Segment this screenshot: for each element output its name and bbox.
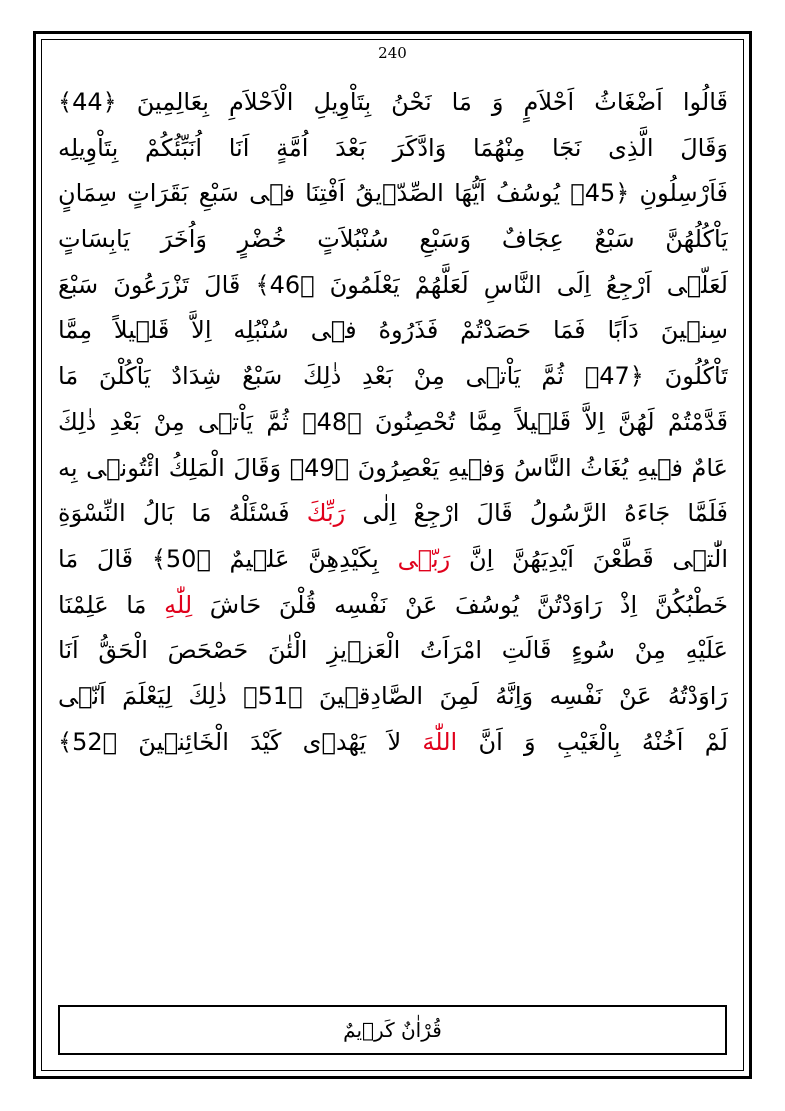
text-line: رَاوَدْتُهُ عَنْ نَفْسِه وَاِنَّهُ لَمِنَ الصَّادِقٖينَ ﴿51﴾ ذٰلِكَ لِيَعْلَمَ اَنّٖى (58, 681, 728, 710)
text-line: لَمْ اَخُنْهُ بِالْغَيْبِ وَ اَنَّ اللّٰهَ لاَ يَهْدٖى كَيْدَ الْخَائِنٖينَ ﴿52﴾ (58, 727, 728, 756)
divine-name: اللّٰهَ (422, 727, 458, 756)
text-line: فَاَرْسِلُونِ ﴿45﴾ يُوسُفُ اَيُّهَا الصِّدّٖيقُ اَفْتِنَا فٖى سَبْعِ بَقَرَاتٍ سِمَانٍ (58, 179, 728, 208)
text-line: يَاْكُلُهُنَّ سَبْعٌ عِجَافٌ وَسَبْعِ سُنْبُلاَتٍ خُضْرٍ وَاُخَرَ يَابِسَاتٍ (58, 225, 728, 254)
text-line: قَالُوا اَضْغَاثُ اَحْلاَمٍ وَ مَا نَحْنُ بِتَاْوِيلِ الْاَحْلاَمِ بِعَالِمِينَ ﴿44﴾ (58, 88, 728, 116)
text-line: قَدَّمْتُمْ لَهُنَّ اِلاَّ قَلٖيلاً مِمَّا تُحْصِنُونَ ﴿48﴾ ثُمَّ يَاْتٖى مِنْ بَعْدِ ذٰلِكَ (58, 407, 728, 436)
footer-title: قُرْاٰنٌ كَرٖيمٌ (343, 1018, 442, 1042)
text-line: الّٰتٖى قَطَّعْنَ اَيْدِيَهُنَّ اِنَّ رَبّٖى بِكَيْدِهِنَّ عَلٖيمٌ ﴿50﴾ قَالَ مَا (58, 544, 728, 573)
text-line: سِنٖينَ دَاَبًا فَمَا حَصَدْتُمْ فَذَرُوهُ فٖى سُنْبُلِه اِلاَّ قَلٖيلاً مِمَّا (58, 316, 728, 345)
text-line: لَعَلّٖى اَرْجِعُ اِلَى النَّاسِ لَعَلَّهُمْ يَعْلَمُونَ ﴿46﴾ قَالَ تَزْرَعُونَ سَبْعَ (58, 270, 728, 299)
text-line: عَلَيْهِ مِنْ سُوءٍ قَالَتِ امْرَاَتُ الْعَزٖيزِ الْئٰنَ حَصْحَصَ الْحَقُّ اَنَا (58, 636, 728, 665)
text-line: تَاْكُلُونَ ﴿47﴾ ثُمَّ يَاْتٖى مِنْ بَعْدِ ذٰلِكَ سَبْعٌ شِدَادٌ يَاْكُلْنَ مَا (58, 362, 728, 391)
divine-name: رَبِّكَ (306, 499, 346, 528)
divine-name: لِلّٰهِ (164, 590, 193, 619)
text-line: عَامٌ فٖيهِ يُغَاثُ النَّاسُ وَفٖيهِ يَعْصِرُونَ ﴿49﴾ وَقَالَ الْمَلِكُ ائْتُونٖى بِه (58, 453, 728, 482)
text-line: فَلَمَّا جَاءَهُ الرَّسُولُ قَالَ ارْجِعْ اِلٰى رَبِّكَ فَسْئَلْهُ مَا بَالُ النِّسْوَةِ (58, 499, 728, 528)
page-number: 240 (378, 44, 407, 62)
footer-box (58, 1005, 727, 1055)
divine-name: رَبّٖى (397, 544, 451, 573)
quran-text-block (58, 80, 728, 765)
text-line: خَطْبُكُنَّ اِذْ رَاوَدْتُنَّ يُوسُفَ عَنْ نَفْسِه قُلْنَ حَاشَ لِلّٰهِ مَا عَلِمْنَا (58, 590, 728, 619)
text-line: وَقَالَ الَّذِى نَجَا مِنْهُمَا وَادَّكَرَ بَعْدَ اُمَّةٍ اَنَا اُنَبِّئُكُمْ بِتَاْوِيلِه (58, 133, 728, 162)
